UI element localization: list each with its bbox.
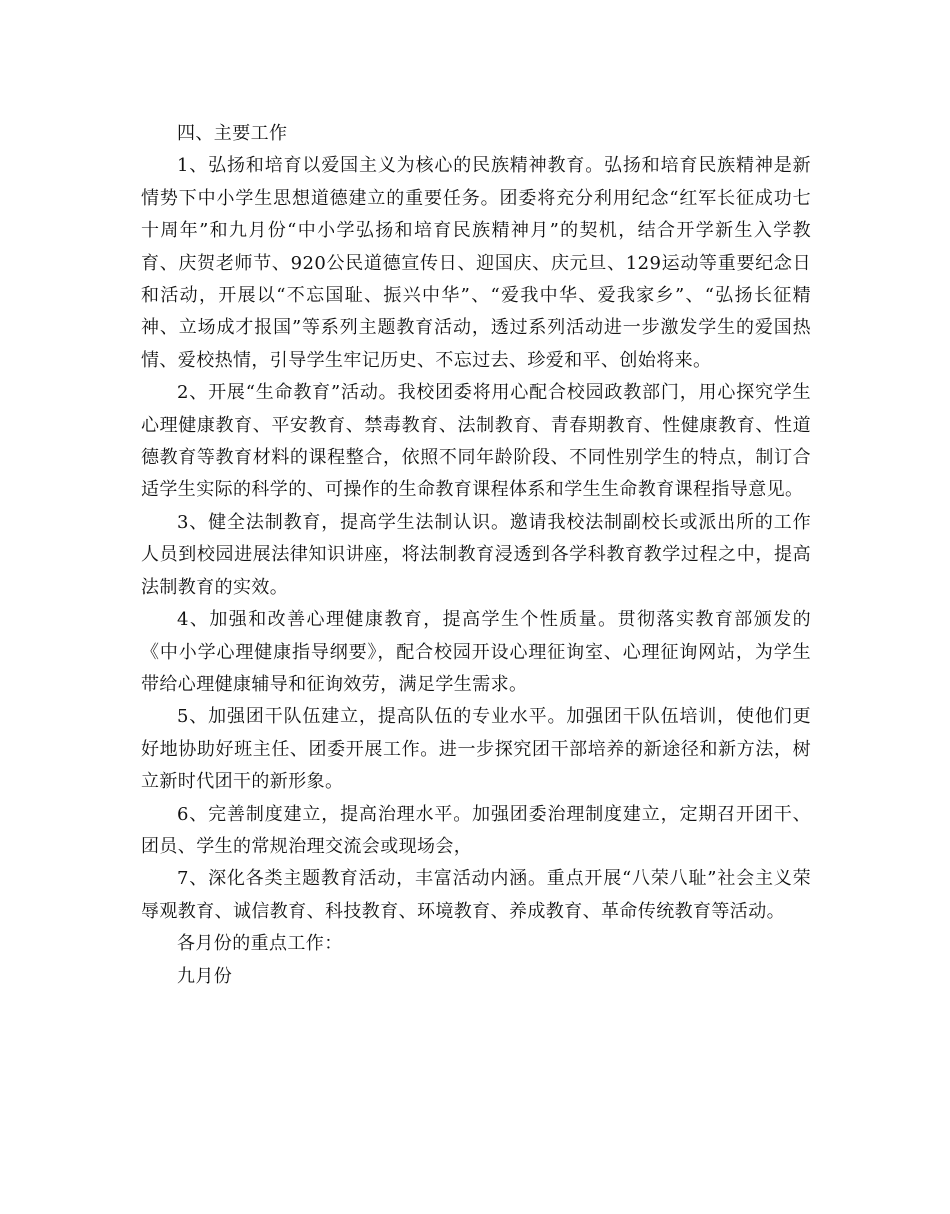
paragraph-4: 4、加强和改善心理健康教育，提高学生个性质量。贯彻落实教育部颁发的《中小学心理健康指导纲要》，配合校园开设心理征询室、心理征询网站，为学生带给心理健康辅导和征询效劳，满足学生需求。 bbox=[141, 609, 811, 695]
paragraph-7: 7、深化各类主题教育活动，丰富活动内涵。重点开展“八荣八耻”社会主义荣辱观教育、诚信教育、科技教育、环境教育、养成教育、革命传统教育等活动。 bbox=[141, 868, 811, 922]
paragraph-5: 5、加强团干队伍建立，提高队伍的专业水平。加强团干队伍培训，使他们更好地协助好班主任、团委开展工作。进一步探究团干部培养的新途径和新方法，树立新时代团干的新形象。 bbox=[141, 706, 811, 793]
paragraph-3: 3、健全法制教育，提高学生法制认识。邀请我校法制副校长或派出所的工作人员到校园进展法律知识讲座，将法制教育浸透到各学科教育教学过程之中，提高法制教育的实效。 bbox=[141, 511, 811, 598]
paragraph-6: 6、完善制度建立，提高治理水平。加强团委治理制度建立，定期召开团干、团员、学生的常规治理交流会或现场会， bbox=[141, 803, 811, 857]
section-heading: 四、主要工作 bbox=[177, 123, 288, 144]
document-body bbox=[141, 118, 811, 993]
monthly-work-heading: 各月份的重点工作： bbox=[177, 933, 343, 955]
month-september: 九月份 bbox=[177, 965, 233, 987]
paragraph-2: 2、开展“生命教育”活动。我校团委将用心配合校园政教部门，用心探究学生心理健康教育、平安教育、禁毒教育、法制教育、青春期教育、性健康教育、性道德教育等教育材料的课程整合，依照不同年龄阶段、不同性别学生的特点，制订合适学生实际的科学的、可操作的生命教育课程体系和学生生命教育课程指导意见。 bbox=[141, 382, 811, 501]
paragraph-1: 1、弘扬和培育以爱国主义为核心的民族精神教育。弘扬和培育民族精神是新情势下中小学生思想道德建立的重要任务。团委将充分利用纪念“红军长征成功七十周年”和九月份“中小学弘扬和培育民族精神月”的契机，结合开学新生入学教育、庆贺老师节、920公民道德宣传日、迎国庆、庆元旦、129运动等重要纪念日和活动，开展以“不忘国耻、振兴中华”、“爱我中华、爱我家乡”、“弘扬长征精神、立场成才报国”等系列主题教育活动，透过系列活动进一步激发学生的爱国热情、爱校热情，引导学生牢记历史、不忘过去、珍爱和平、创始将来。 bbox=[141, 155, 811, 371]
